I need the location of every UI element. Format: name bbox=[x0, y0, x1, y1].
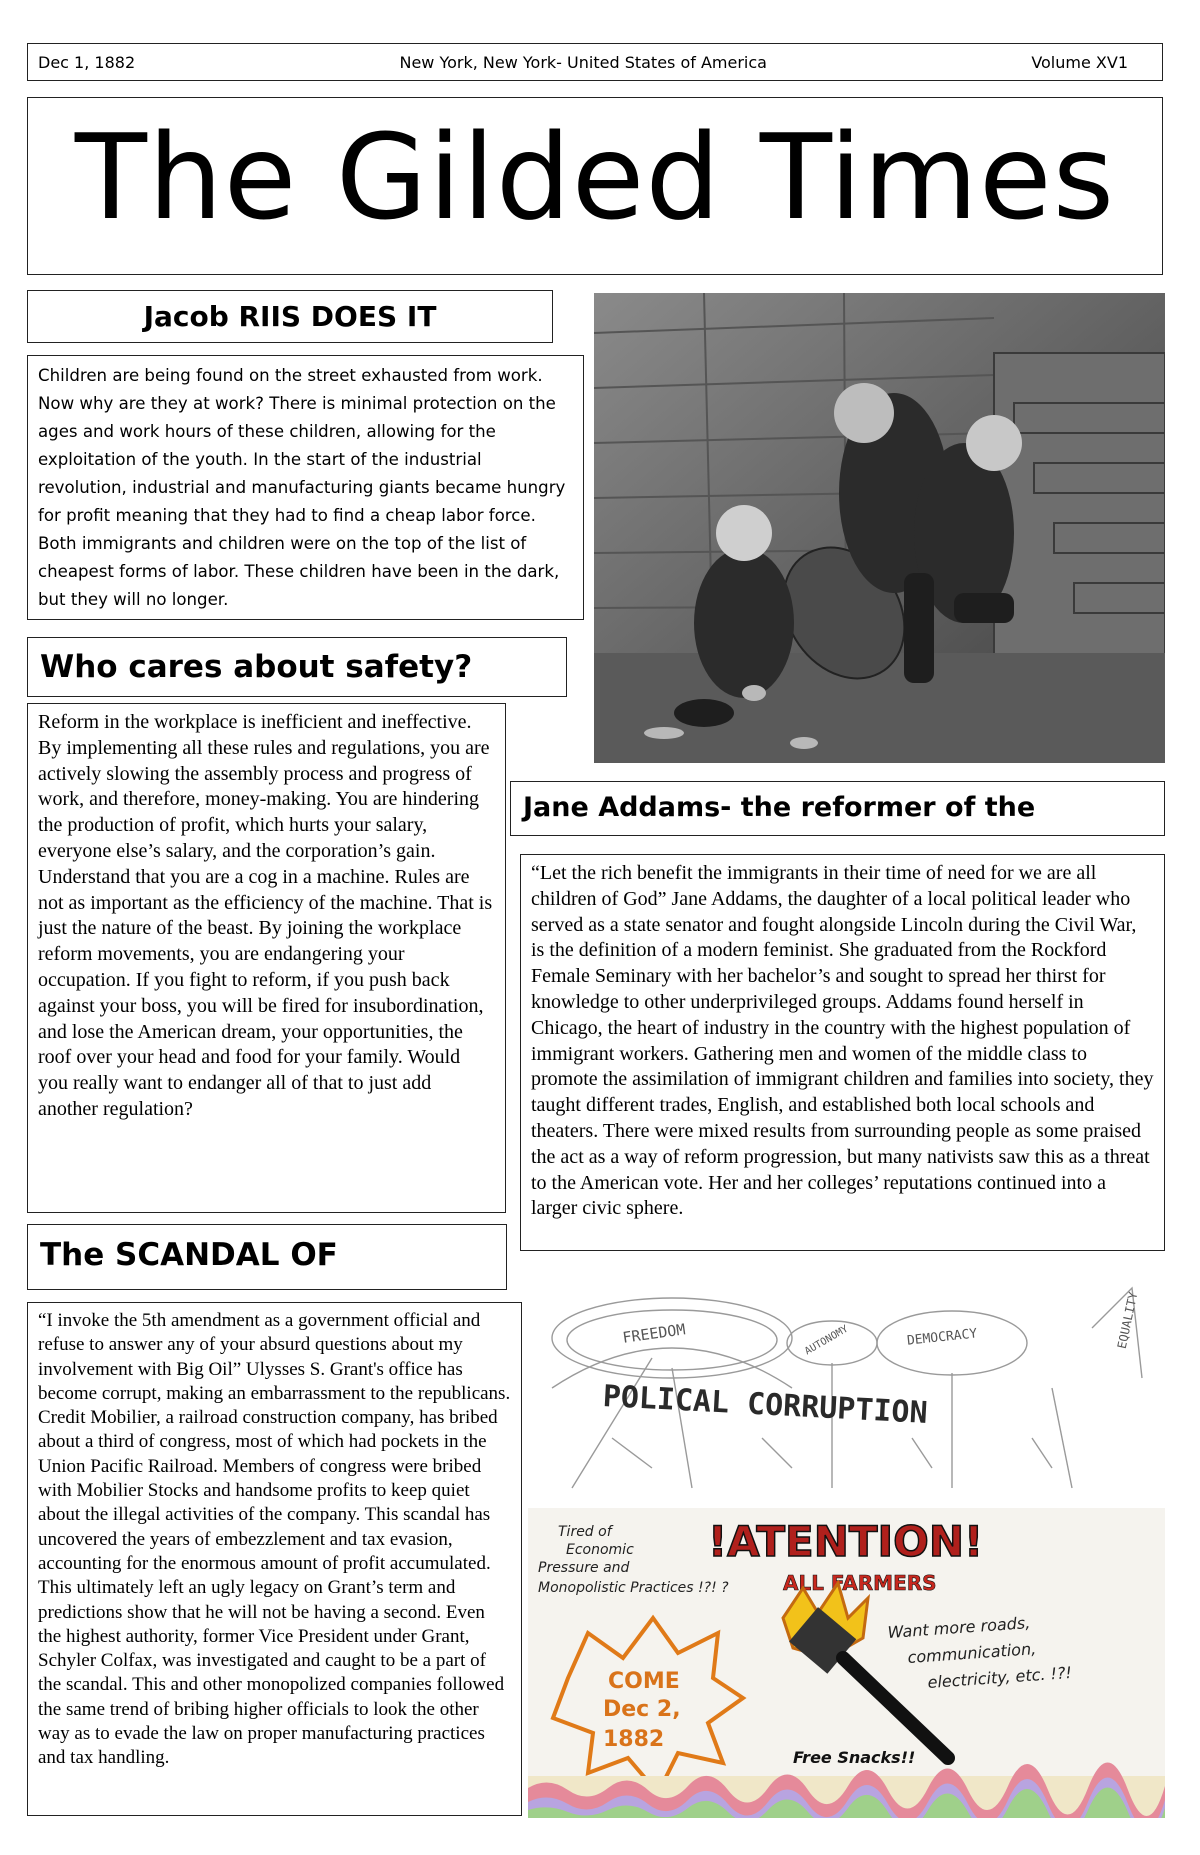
addams-headline: Jane Addams- the reformer of the bbox=[510, 781, 1165, 836]
sketch-word-democracy: DEMOCRACY bbox=[906, 1326, 978, 1349]
street-children-photo-graphic bbox=[594, 293, 1165, 763]
riis-article: Children are being found on the street exhausted from work. Now why are they at work? There is minimal protection on the ages and work hours of these children, allowing for the exploitation of the youth. In the start of the industrial revolution, industrial and manufacturing giants became hungry for profit meaning that they had to find a cheap labor force. Both immigrants and children were on the top of the list of cheapest forms of labor. These children have been in the dark, but they will no longer. bbox=[27, 355, 584, 620]
issue-date: Dec 1, 1882 bbox=[38, 52, 136, 72]
poster-note-line-4: Monopolistic Practices !?! ? bbox=[538, 1580, 729, 1596]
poster-subtitle: ALL FARMERS bbox=[783, 1571, 937, 1595]
political-corruption-sketch bbox=[532, 1268, 1165, 1498]
poster-wants-line-1: Want more roads, bbox=[886, 1613, 1031, 1642]
poster-note-line-3: Pressure and bbox=[538, 1560, 630, 1576]
masthead bbox=[27, 97, 1163, 275]
farmers-poster bbox=[528, 1508, 1165, 1818]
issue-volume: Volume XV1 bbox=[1031, 52, 1128, 72]
safety-headline: Who cares about safety? bbox=[27, 637, 567, 697]
poster-wants-line-3: electricity, etc. !?! bbox=[926, 1662, 1073, 1692]
sketch-graphic bbox=[532, 1268, 1165, 1498]
issue-location: New York, New York- United States of America bbox=[399, 52, 767, 72]
sketch-caption: POLICAL CORRUPTION bbox=[601, 1378, 929, 1431]
poster-title: !ATENTION! bbox=[708, 1517, 984, 1566]
sketch-word-autonomy: AUTONOMY bbox=[803, 1323, 851, 1358]
newspaper-title: The Gilded Times bbox=[74, 108, 1116, 246]
scandal-article: “I invoke the 5th amendment as a government official and refuse to answer any of your absurd questions about my involvement with Big Oil” Ulysses S. Grant's office has become corrupt, making an embarrassment to the republicans. Credit Mobilier, a railroad construction company, has bribed about a third of congress, most of which had pockets in the Union Pacific Railroad. Members of congress were bribed with Mobilier Stocks and handsome profits to keep quiet about the illegal activities of the company. This scandal has uncovered the years of embezzlement and tax evasion, accounting for the enormous amount of profit accumulated. This ultimately left an ugly legacy on Grant’s term and predictions show that he will not be having a second. Even the highest authority, former Vice President under Grant, Schyler Colfax, was investigated and caught to be a part of the scandal. This and other monopolized companies followed the same trend of bribing higher officials to look the other way as to evade the law on proper manufacturing practices and tax handling. bbox=[27, 1302, 522, 1816]
poster-snacks: Free Snacks!! bbox=[793, 1748, 916, 1767]
poster-come-line-3: 1882 bbox=[603, 1727, 665, 1752]
safety-article: Reform in the workplace is inefficient and ineffective. By implementing all these rules and regulations, you are actively slowing the assembly process and progress of work, and therefore, money-making. You are hindering the production of profit, which hurts your salary, everyone else’s salary, and the corporation’s gain. Understand that you are a cog in a machine. Rules are not as important as the efficiency of the machine. That is just the nature of the beast. By joining the workplace reform movements, you are endangering your occupation. If you fight to reform, if you push back against your boss, you will be fired for insubordination, and lose the American dream, your opportunities, the roof over your head and food for your family. Would you really want to endanger all of that to just add another regulation? bbox=[27, 703, 506, 1213]
poster-note-line-1: Tired of bbox=[558, 1524, 612, 1540]
poster-come-line-1: COME bbox=[608, 1669, 680, 1694]
poster-graphic bbox=[528, 1508, 1165, 1818]
poster-wants-line-2: communication, bbox=[906, 1639, 1037, 1667]
addams-article: “Let the rich benefit the immigrants in their time of need for we are all children of God” Jane Addams, the daughter of a local political leader who served as a state senator and fought alongside Lincoln during the Civil War, is the definition of a modern feminist. She graduated from the Rockford Female Seminary with her bachelor’s and sought to spread her thirst for knowledge to other underprivileged groups. Addams found herself in Chicago, the heart of industry in the country with the highest population of immigrant workers. Gathering men and women of the middle class to promote the assimilation of immigrant children and families into society, they taught different trades, English, and established both local schools and theaters. There were mixed results from surrounding people as some praised the act as a way of reform progression, but many nativists saw this as a threat to the American vote. Her and her colleges’ reputations continued into a larger civic sphere. bbox=[520, 854, 1165, 1251]
poster-come-line-2: Dec 2, bbox=[603, 1697, 681, 1722]
poster-note-line-2: Economic bbox=[566, 1542, 634, 1558]
sketch-word-freedom: FREEDOM bbox=[621, 1320, 687, 1347]
scandal-headline: The SCANDAL OF bbox=[27, 1224, 507, 1290]
dateline-bar bbox=[27, 43, 1163, 81]
riis-headline: Jacob RIIS DOES IT bbox=[27, 290, 553, 343]
street-children-photo bbox=[594, 293, 1165, 763]
sketch-word-equality: EQUALITY bbox=[1114, 1290, 1141, 1351]
